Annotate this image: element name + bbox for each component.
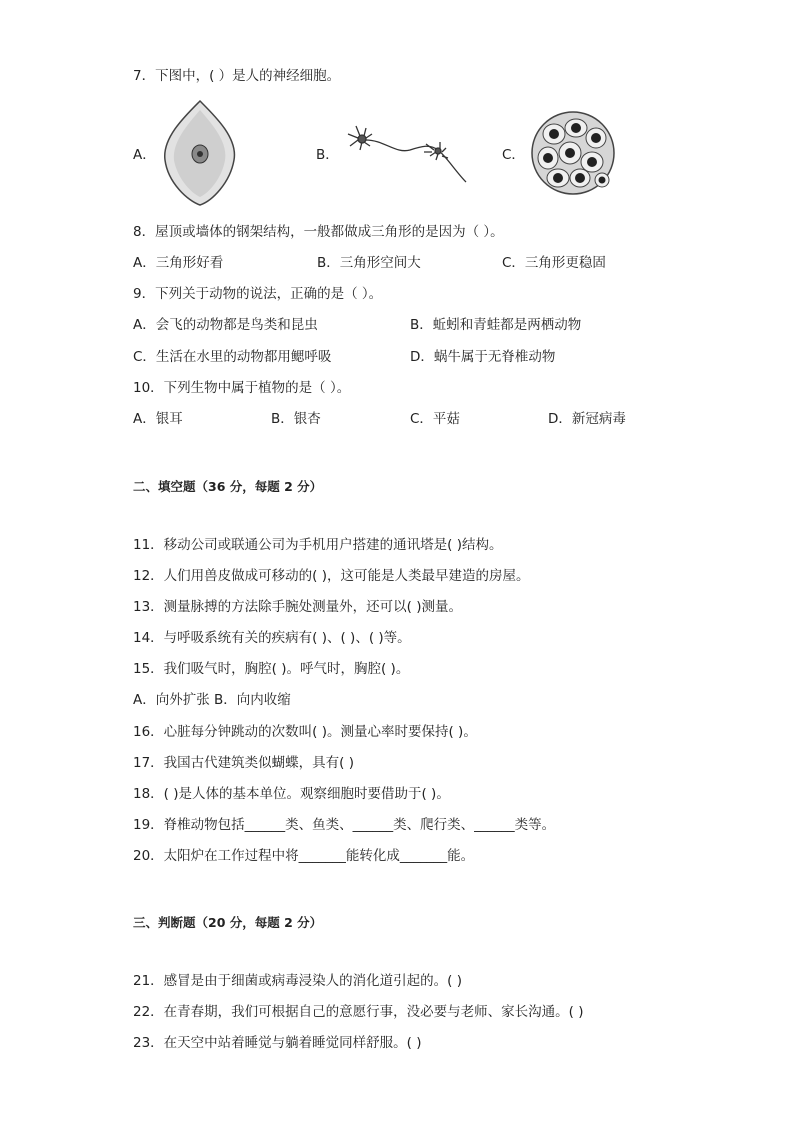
question-15-options: A．向外扩张 B．向内收缩 [133,692,291,708]
q9-option-c: C．生活在水里的动物都用鳃呼吸 [133,349,332,365]
q9-option-a: A．会飞的动物都是鸟类和昆虫 [133,317,318,333]
question-11: 11．移动公司或联通公司为手机用户搭建的通讯塔是( )结构。 [133,537,503,553]
question-15: 15．我们吸气时，胸腔( )。呼气时，胸腔( )。 [133,661,410,677]
question-10-stem: 10．下列生物中属于植物的是（ ）。 [133,380,351,396]
q10-option-d: D．新冠病毒 [548,411,626,427]
question-9-stem: 9．下列关于动物的说法，正确的是（ ）。 [133,286,383,302]
question-21: 21．感冒是由于细菌或病毒浸染人的消化道引起的。( ) [133,973,463,989]
question-12: 12．人们用兽皮做成可移动的( )，这可能是人类最早建造的房屋。 [133,568,530,584]
question-22: 22．在青春期，我们可根据自己的意愿行事，没必要与老师、家长沟通。( ) [133,1004,584,1020]
q7-option-c-image [530,108,616,198]
q7-option-a-label: A． [133,147,156,163]
section-3-title: 三、判断题（20 分，每题 2 分） [133,915,323,930]
question-17: 17．我国古代建筑类似蝴蝶，具有( ) [133,755,355,771]
question-20: 20．太阳炉在工作过程中将_______能转化成_______能。 [133,848,475,864]
question-16: 16．心脏每分钟跳动的次数叫( )。测量心率时要保持( )。 [133,724,477,740]
q10-option-a: A．银耳 [133,411,183,427]
q7-option-a-image [160,98,240,208]
question-19: 19．脊椎动物包括______类、鱼类、______类、爬行类、______类等。 [133,817,556,833]
q10-option-c: C．平菇 [410,411,460,427]
question-8-stem: 8．屋顶或墙体的钢架结构，一般都做成三角形的是因为（ ）。 [133,224,504,240]
q7-option-b-label: B． [316,147,339,163]
q8-option-c: C．三角形更稳固 [502,255,606,271]
section-2-title: 二、填空题（36 分，每题 2 分） [133,479,323,494]
q8-option-b: B．三角形空间大 [317,255,421,271]
q7-option-c-label: C． [502,147,525,163]
q8-option-a: A．三角形好看 [133,255,224,271]
q9-option-d: D．蜗牛属于无脊椎动物 [410,349,556,365]
q10-option-b: B．银杏 [271,411,321,427]
question-13: 13．测量脉搏的方法除手腕处测量外，还可以( )测量。 [133,599,463,615]
q9-option-b: B．蚯蚓和青蛙都是两栖动物 [410,317,582,333]
q7-option-b-image [344,120,472,188]
question-14: 14．与呼吸系统有关的疾病有( )、( )、( )等。 [133,630,411,646]
question-18: 18．( )是人体的基本单位。观察细胞时要借助于( )。 [133,786,450,802]
question-23: 23．在天空中站着睡觉与躺着睡觉同样舒服。( ) [133,1035,422,1051]
question-7-stem: 7．下图中，( ）是人的神经细胞。 [133,68,341,84]
